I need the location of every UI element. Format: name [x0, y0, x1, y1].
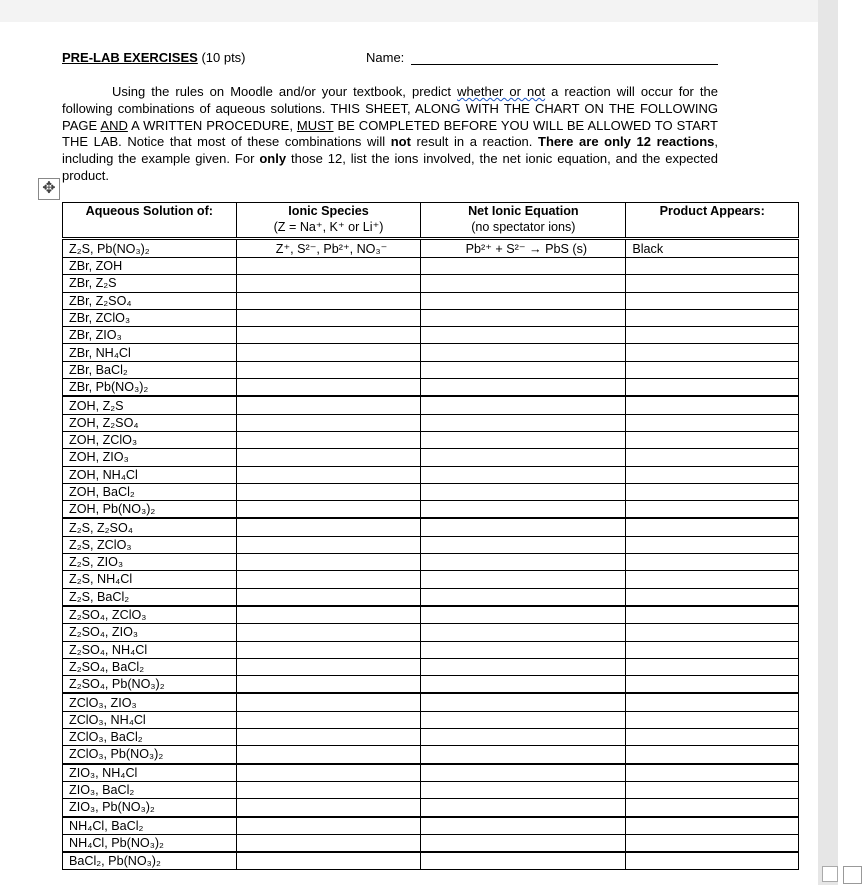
ionic-species-cell[interactable] [236, 327, 421, 344]
points-label: (10 pts) [201, 50, 246, 65]
header-product-appears: Product Appears: [626, 203, 799, 239]
net-ionic-equation-cell[interactable] [421, 729, 626, 746]
product-cell[interactable] [626, 746, 799, 764]
vertical-scrollbar[interactable] [818, 0, 838, 885]
solution-cell: Z₂S, BaCl₂ [63, 588, 237, 606]
net-ionic-equation-cell[interactable] [421, 361, 626, 378]
solution-cell: ZIO₃, NH₄Cl [63, 764, 237, 782]
product-cell[interactable] [626, 834, 799, 852]
net-ionic-equation-cell[interactable] [421, 658, 626, 675]
reactions-table [62, 202, 799, 870]
solution-cell: ZOH, ZClO₃ [63, 431, 237, 448]
product-cell[interactable] [626, 764, 799, 782]
product-cell[interactable] [626, 258, 799, 275]
table-row [63, 327, 799, 344]
product-cell[interactable] [626, 817, 799, 835]
product-cell[interactable] [626, 501, 799, 519]
table-row [63, 658, 799, 675]
net-ionic-equation-cell[interactable] [421, 431, 626, 448]
table-row [63, 624, 799, 641]
ionic-species-cell[interactable] [236, 852, 421, 870]
table-row [63, 501, 799, 519]
net-ionic-equation-cell[interactable] [421, 501, 626, 519]
table-row [63, 483, 799, 500]
net-ionic-equation-cell[interactable] [421, 588, 626, 606]
solution-cell: ZClO₃, ZIO₃ [63, 693, 237, 711]
product-cell[interactable] [626, 361, 799, 378]
table-row [63, 746, 799, 764]
table-row [63, 606, 799, 624]
net-ionic-equation-cell[interactable] [421, 676, 626, 694]
solution-cell: ZClO₃, BaCl₂ [63, 729, 237, 746]
net-ionic-equation-cell[interactable] [421, 536, 626, 553]
solution-cell: NH₄Cl, BaCl₂ [63, 817, 237, 835]
solution-cell: ZClO₃, Pb(NO₃)₂ [63, 746, 237, 764]
product-cell[interactable] [626, 729, 799, 746]
solution-cell: ZOH, Z₂SO₄ [63, 414, 237, 431]
ionic-species-cell[interactable] [236, 449, 421, 466]
ionic-species-cell[interactable] [236, 641, 421, 658]
product-cell[interactable] [626, 466, 799, 483]
table-row [63, 799, 799, 817]
product-cell[interactable] [626, 414, 799, 431]
product-cell[interactable] [626, 588, 799, 606]
solution-cell: Z₂SO₄, ZClO₃ [63, 606, 237, 624]
product-cell[interactable] [626, 799, 799, 817]
solution-cell: ZOH, ZIO₃ [63, 449, 237, 466]
page-title [62, 50, 246, 65]
net-ionic-equation-cell[interactable] [421, 817, 626, 835]
table-row [63, 518, 799, 536]
table-row [63, 258, 799, 275]
solution-cell: ZBr, Pb(NO₃)₂ [63, 379, 237, 397]
ionic-species-cell[interactable] [236, 764, 421, 782]
product-cell[interactable] [626, 606, 799, 624]
ionic-species-cell[interactable] [236, 817, 421, 835]
product-cell[interactable] [626, 641, 799, 658]
instructions-paragraph: Using the rules on Moodle and/or your textbook, predict whether or not a reaction will occur for the following combinations of aqueous solutions. THIS SHEET, ALONG WITH THE CHART ON THE FOLLOWING PAGE AND A WRITTEN PROCEDURE, MUST BE COMPLETED BEFORE YOU WILL BE ALLOWED TO START THE LAB. Notice that most of these combinations will not result in a reaction. There are only 12 reactions, including the example given. For only those 12, list the ions involved, the net ionic equation, and the expected product. [62, 84, 719, 183]
net-ionic-equation-cell[interactable] [421, 834, 626, 852]
table-header-row [63, 203, 799, 239]
ionic-species-cell[interactable] [236, 711, 421, 728]
solution-cell: ZClO₃, NH₄Cl [63, 711, 237, 728]
ionic-species-cell[interactable] [236, 834, 421, 852]
solution-cell: ZOH, NH₄Cl [63, 466, 237, 483]
name-label: Name: [366, 50, 405, 65]
product-cell[interactable] [626, 554, 799, 571]
net-ionic-equation-cell[interactable] [421, 606, 626, 624]
table-row [63, 764, 799, 782]
table-row [63, 711, 799, 728]
net-ionic-equation-cell[interactable] [421, 449, 626, 466]
solution-cell: Z₂S, NH₄Cl [63, 571, 237, 588]
product-cell[interactable] [626, 292, 799, 309]
header-net-ionic-equation: Net Ionic Equation (no spectator ions) [421, 203, 626, 239]
solution-cell: Z₂S, ZIO₃ [63, 554, 237, 571]
table-row [63, 729, 799, 746]
net-ionic-equation-cell[interactable] [421, 781, 626, 798]
example-product: Black [626, 239, 799, 258]
ionic-species-cell[interactable] [236, 258, 421, 275]
table-row [63, 588, 799, 606]
ionic-species-cell[interactable] [236, 501, 421, 519]
ionic-species-cell[interactable] [236, 361, 421, 378]
product-cell[interactable] [626, 676, 799, 694]
product-cell[interactable] [626, 536, 799, 553]
solution-cell: ZOH, BaCl₂ [63, 483, 237, 500]
product-cell[interactable] [626, 327, 799, 344]
solution-cell: ZBr, Z₂S [63, 275, 237, 292]
page-corner-box [843, 866, 862, 884]
right-gutter [838, 0, 865, 885]
table-row [63, 817, 799, 835]
header-ionic-species: Ionic Species (Z = Na⁺, K⁺ or Li⁺) [236, 203, 421, 239]
ionic-species-cell[interactable] [236, 606, 421, 624]
ionic-species-cell[interactable] [236, 518, 421, 536]
net-ionic-equation-cell[interactable] [421, 624, 626, 641]
product-cell[interactable] [626, 396, 799, 414]
table-row [63, 309, 799, 326]
ionic-species-cell[interactable] [236, 414, 421, 431]
ionic-species-cell[interactable] [236, 379, 421, 397]
net-ionic-equation-cell[interactable] [421, 396, 626, 414]
net-ionic-equation-cell[interactable] [421, 309, 626, 326]
table-row [63, 852, 799, 870]
table-row [63, 449, 799, 466]
ionic-species-cell[interactable] [236, 396, 421, 414]
solution-cell: ZBr, ZOH [63, 258, 237, 275]
window-top-strip [0, 0, 818, 22]
net-ionic-equation-cell[interactable] [421, 292, 626, 309]
solution-cell: Z₂SO₄, NH₄Cl [63, 641, 237, 658]
net-ionic-equation-cell[interactable] [421, 344, 626, 361]
product-cell[interactable] [626, 379, 799, 397]
table-row [63, 781, 799, 798]
example-equation: Pb²⁺ + S²⁻ → PbS (s) [421, 239, 626, 258]
product-cell[interactable] [626, 711, 799, 728]
ionic-species-cell[interactable] [236, 483, 421, 500]
net-ionic-equation-cell[interactable] [421, 852, 626, 870]
grammar-flagged-phrase: whether or not [457, 84, 546, 99]
product-cell[interactable] [626, 309, 799, 326]
net-ionic-equation-cell[interactable] [421, 571, 626, 588]
product-cell[interactable] [626, 344, 799, 361]
net-ionic-equation-cell[interactable] [421, 414, 626, 431]
solution-cell: ZBr, ZClO₃ [63, 309, 237, 326]
ionic-species-cell[interactable] [236, 693, 421, 711]
ionic-species-cell[interactable] [236, 292, 421, 309]
product-cell[interactable] [626, 449, 799, 466]
net-ionic-equation-cell[interactable] [421, 641, 626, 658]
ionic-species-cell[interactable] [236, 536, 421, 553]
table-row [63, 466, 799, 483]
ionic-species-cell[interactable] [236, 624, 421, 641]
net-ionic-equation-cell[interactable] [421, 327, 626, 344]
solution-cell: ZOH, Z₂S [63, 396, 237, 414]
solution-cell: ZIO₃, BaCl₂ [63, 781, 237, 798]
solution-cell: Z₂SO₄, BaCl₂ [63, 658, 237, 675]
prelab-title: PRE-LAB EXERCISES [62, 50, 198, 65]
solution-cell: Z₂S, Z₂SO₄ [63, 518, 237, 536]
solution-cell: ZBr, ZIO₃ [63, 327, 237, 344]
table-row [63, 676, 799, 694]
table-row [63, 379, 799, 397]
ionic-species-cell[interactable] [236, 746, 421, 764]
header-aqueous-solution: Aqueous Solution of: [63, 203, 237, 239]
ionic-species-cell[interactable] [236, 466, 421, 483]
table-row [63, 292, 799, 309]
net-ionic-equation-cell[interactable] [421, 711, 626, 728]
solution-cell: BaCl₂, Pb(NO₃)₂ [63, 852, 237, 870]
product-cell[interactable] [626, 852, 799, 870]
ionic-species-cell[interactable] [236, 729, 421, 746]
net-ionic-equation-cell[interactable] [421, 518, 626, 536]
net-ionic-equation-cell[interactable] [421, 466, 626, 483]
solution-cell: ZBr, BaCl₂ [63, 361, 237, 378]
product-cell[interactable] [626, 624, 799, 641]
table-row [63, 396, 799, 414]
ionic-species-cell[interactable] [236, 309, 421, 326]
solution-cell: ZBr, NH₄Cl [63, 344, 237, 361]
net-ionic-equation-cell[interactable] [421, 799, 626, 817]
table-row [63, 834, 799, 852]
table-row [63, 554, 799, 571]
solution-cell: ZOH, Pb(NO₃)₂ [63, 501, 237, 519]
name-field-line[interactable] [411, 64, 718, 65]
example-ions: Z⁺, S²⁻, Pb²⁺, NO₃⁻ [236, 239, 421, 258]
ionic-species-cell[interactable] [236, 658, 421, 675]
net-ionic-equation-cell[interactable] [421, 746, 626, 764]
net-ionic-equation-cell[interactable] [421, 693, 626, 711]
net-ionic-equation-cell[interactable] [421, 258, 626, 275]
solution-cell: Z₂SO₄, ZIO₃ [63, 624, 237, 641]
solution-cell: ZBr, Z₂SO₄ [63, 292, 237, 309]
product-cell[interactable] [626, 571, 799, 588]
ionic-species-cell[interactable] [236, 275, 421, 292]
ionic-species-cell[interactable] [236, 588, 421, 606]
solution-cell: NH₄Cl, Pb(NO₃)₂ [63, 834, 237, 852]
ionic-species-cell[interactable] [236, 781, 421, 798]
net-ionic-equation-cell[interactable] [421, 764, 626, 782]
table-row [63, 431, 799, 448]
table-row [63, 641, 799, 658]
product-cell[interactable] [626, 431, 799, 448]
table-row [63, 344, 799, 361]
net-ionic-equation-cell[interactable] [421, 379, 626, 397]
example-solution: Z₂S, Pb(NO₃)₂ [63, 239, 237, 258]
ionic-species-cell[interactable] [236, 571, 421, 588]
product-cell[interactable] [626, 275, 799, 292]
solution-cell: Z₂SO₄, Pb(NO₃)₂ [63, 676, 237, 694]
net-ionic-equation-cell[interactable] [421, 275, 626, 292]
table-row [63, 536, 799, 553]
table-row [63, 693, 799, 711]
example-row [63, 239, 799, 258]
net-ionic-equation-cell[interactable] [421, 483, 626, 500]
table-row [63, 571, 799, 588]
ionic-species-cell[interactable] [236, 799, 421, 817]
table-row [63, 361, 799, 378]
product-cell[interactable] [626, 518, 799, 536]
table-row [63, 414, 799, 431]
product-cell[interactable] [626, 693, 799, 711]
product-cell[interactable] [626, 781, 799, 798]
ionic-species-cell[interactable] [236, 676, 421, 694]
solution-cell: Z₂S, ZClO₃ [63, 536, 237, 553]
table-move-handle-icon[interactable]: ✥ [38, 178, 60, 200]
solution-cell: ZIO₃, Pb(NO₃)₂ [63, 799, 237, 817]
net-ionic-equation-cell[interactable] [421, 554, 626, 571]
product-cell[interactable] [626, 483, 799, 500]
ionic-species-cell[interactable] [236, 554, 421, 571]
table-row [63, 275, 799, 292]
ionic-species-cell[interactable] [236, 344, 421, 361]
scrollbar-corner-box [822, 866, 838, 882]
ionic-species-cell[interactable] [236, 431, 421, 448]
product-cell[interactable] [626, 658, 799, 675]
